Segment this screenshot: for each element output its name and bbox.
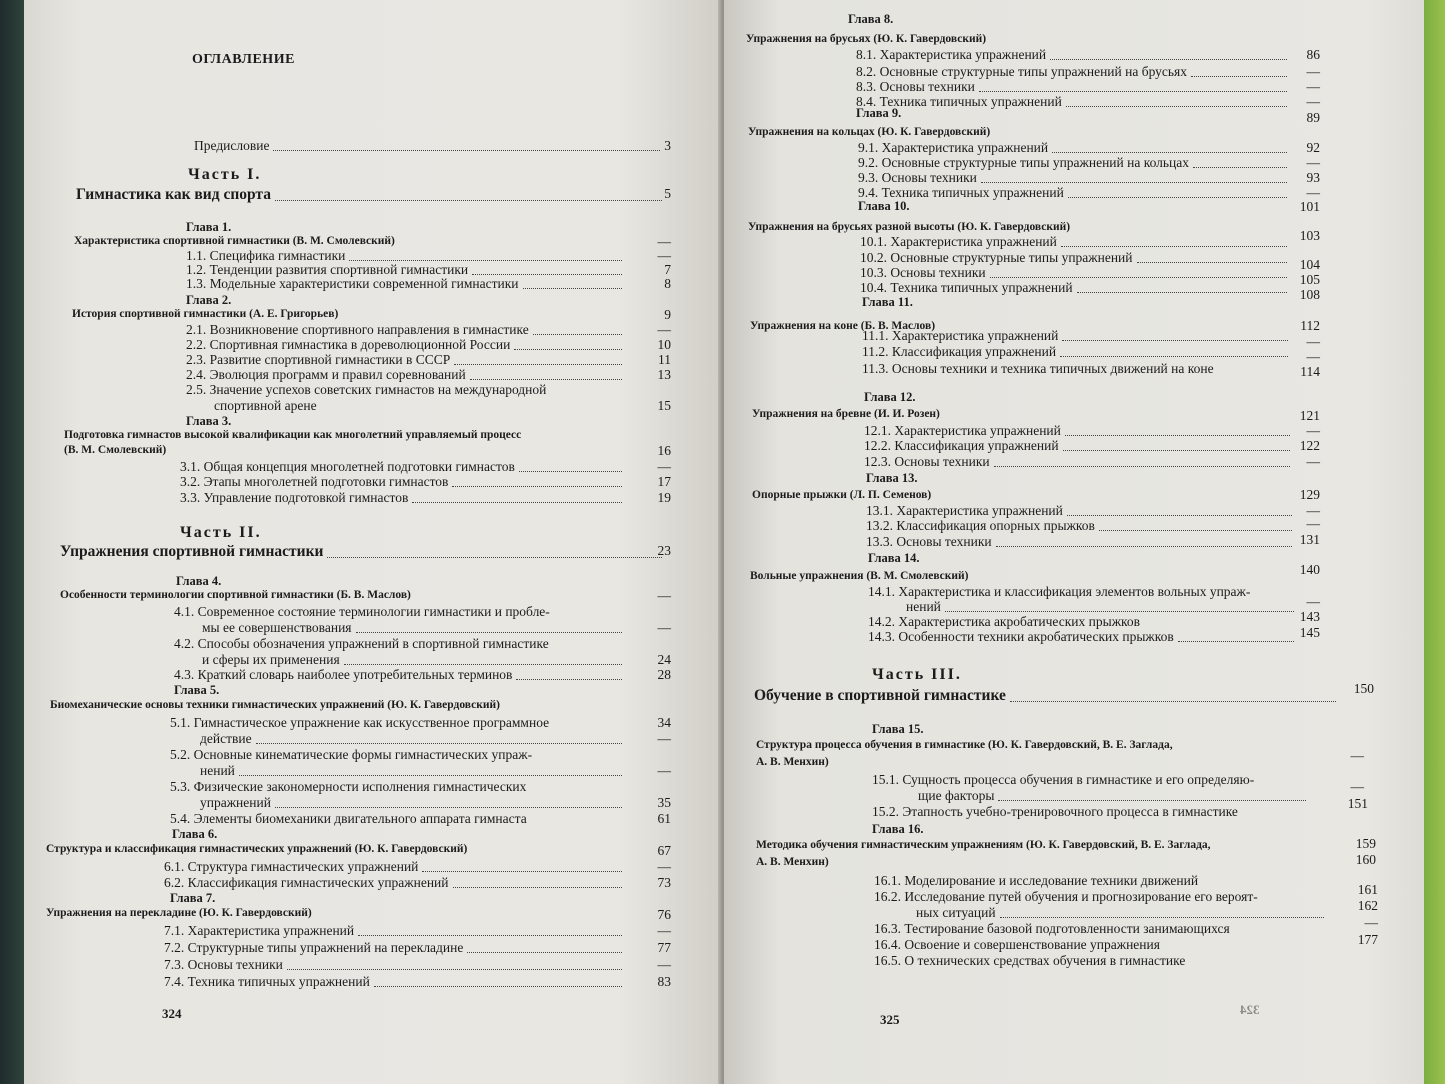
toc-item: 13.2. Классификация опорных прыжков (866, 518, 1296, 534)
part-3-page: 150 (1353, 681, 1374, 696)
chapter-13-title: Опорные прыжки (Л. П. Семенов) (752, 489, 932, 501)
toc-item-page: 161 (1357, 882, 1378, 897)
toc-item-page: 73 (657, 875, 671, 890)
toc-item-page: 10 (657, 337, 671, 352)
toc-item-page: 35 (657, 795, 671, 810)
toc-item-page: 162 (1357, 898, 1378, 913)
preface-entry: Предисловие (194, 138, 664, 154)
toc-item-page: 13 (657, 367, 671, 382)
toc-item-page: 83 (657, 974, 671, 989)
chapter-12-label: Глава 12. (864, 390, 916, 404)
chapter-1-title: Характеристика спортивной гимнастики (В. М. Смолевский) (74, 235, 395, 247)
toc-item-page: 177 (1357, 932, 1378, 947)
toc-item-page: — (657, 731, 671, 746)
toc-item-page: 28 (657, 667, 671, 682)
toc-item: 16.1. Моделирование и исследование техники движений (874, 873, 1199, 888)
chapter-16-title-cont: А. В. Менхин) (756, 856, 829, 868)
toc-item-page: 131 (1299, 532, 1320, 547)
toc-item: 13.3. Основы техники (866, 534, 1296, 550)
toc-item-page: 93 (1306, 170, 1320, 185)
chapter-10-label: Глава 10. (858, 199, 910, 213)
toc-item: 6.2. Классификация гимнастических упражнений (164, 875, 626, 891)
toc-item: 2.5. Значение успехов советских гимнастов на международной (186, 382, 547, 397)
toc-item: 1.2. Тенденции развития спортивной гимнастики (186, 262, 626, 278)
part-1-page: 5 (664, 186, 671, 201)
chapter-12-page: 121 (1299, 408, 1320, 423)
toc-item-cont: упражнений (200, 795, 626, 811)
toc-item: 7.3. Основы техники (164, 957, 626, 973)
chapter-14-title: Вольные упражнения (В. М. Смолевский) (750, 570, 969, 582)
toc-item: 2.1. Возникновение спортивного направления в гимнастике (186, 322, 626, 338)
right-page (724, 0, 1424, 1084)
toc-item: 10.2. Основные структурные типы упражнений (860, 250, 1291, 266)
toc-item: 16.3. Тестирование базовой подготовленности занимающихся (874, 921, 1230, 936)
toc-item-page: — (1306, 64, 1320, 79)
toc-item-page: — (657, 859, 671, 874)
toc-item: 14.2. Характеристика акробатических прыжков (868, 614, 1141, 629)
toc-item: 12.3. Основы техники (864, 454, 1294, 470)
chapter-6-title: Структура и классификация гимнастических упражнений (Ю. К. Гавердовский) (46, 843, 468, 855)
chapter-16-title: Методика обучения гимнастическим упражнениям (Ю. К. Гавердовский, В. Е. Заглада, (756, 839, 1211, 851)
chapter-9-label: Глава 9. (856, 106, 902, 120)
toc-item-page: — (657, 957, 671, 972)
toc-item-page: 24 (657, 652, 671, 667)
toc-item-page: 151 (1347, 796, 1368, 811)
toc-item: 15.2. Этапность учебно-тренировочного процесса в гимнастике (872, 804, 1238, 819)
toc-item: 13.1. Характеристика упражнений (866, 503, 1296, 519)
chapter-3-title: Подготовка гимнастов высокой квалификации как многолетний управляемый процесс (64, 429, 522, 441)
toc-item-page: — (1350, 779, 1364, 794)
chapter-15-page: — (1350, 748, 1364, 763)
chapter-12-title: Упражнения на бревне (И. И. Розен) (752, 408, 940, 420)
chapter-16-page-2: 160 (1355, 852, 1376, 867)
toc-item-page: — (1306, 79, 1320, 94)
toc-item: 5.4. Элементы биомеханики двигательного аппарата гимнаста (170, 811, 527, 826)
preface-page: 3 (664, 138, 671, 153)
bleed-through-page-number: 324 (1240, 1002, 1260, 1017)
toc-item-page: — (657, 248, 671, 263)
chapter-7-title: Упражнения на перекладине (Ю. К. Гавердовский) (46, 907, 312, 919)
toc-item-cont: мы ее совершенствования (202, 620, 626, 636)
toc-item: 9.2. Основные структурные типы упражнений на кольцах (858, 155, 1291, 171)
toc-item: 10.1. Характеристика упражнений (860, 234, 1291, 250)
toc-item-page: 114 (1300, 364, 1320, 379)
toc-item: 7.4. Техника типичных упражнений (164, 974, 626, 990)
part-3-label: Часть III. (872, 666, 962, 683)
chapter-2-label: Глава 2. (186, 293, 232, 307)
toc-heading: ОГЛАВЛЕНИЕ (192, 52, 295, 67)
part-2-title: Упражнения спортивной гимнастики (60, 543, 666, 561)
chapter-3-label: Глава 3. (186, 414, 232, 428)
toc-item: 2.3. Развитие спортивной гимнастики в СССР (186, 352, 626, 368)
toc-item-page: — (657, 322, 671, 337)
chapter-13-label: Глава 13. (866, 471, 918, 485)
toc-item-page: 17 (657, 474, 671, 489)
chapter-3-page: 16 (657, 443, 671, 458)
toc-item-page: — (1306, 423, 1320, 438)
chapter-5-title: Биомеханические основы техники гимнастических упражнений (Ю. К. Гавердовский) (50, 699, 500, 711)
toc-item: 8.1. Характеристика упражнений (856, 47, 1291, 63)
toc-item-cont: спортивной арене (214, 398, 317, 413)
chapter-5-label: Глава 5. (174, 683, 220, 697)
chapter-3-title-cont: (В. М. Смолевский) (64, 444, 167, 456)
toc-item: 8.3. Основы техники (856, 79, 1291, 95)
part-2-label: Часть II. (180, 524, 262, 541)
part-3-title: Обучение в спортивной гимнастике (754, 687, 1340, 705)
toc-item: 5.3. Физические закономерности исполнения гимнастических (170, 779, 527, 794)
toc-item: 11.1. Характеристика упражнений (862, 328, 1292, 344)
chapter-14-page: 140 (1299, 562, 1320, 577)
toc-item-page: 105 (1299, 272, 1320, 287)
toc-item: 14.3. Особенности техники акробатических прыжков (868, 629, 1298, 645)
toc-item: 1.3. Модельные характеристики современной гимнастики (186, 276, 626, 292)
chapter-9-end-page: 101 (1299, 199, 1320, 214)
toc-item-page: — (1306, 94, 1320, 109)
chapter-4-title: Особенности терминологии спортивной гимнастики (Б. В. Маслов) (60, 589, 411, 601)
chapter-8-end-page: 89 (1306, 110, 1320, 125)
chapter-6-page: 67 (657, 843, 671, 858)
toc-item-page: — (657, 459, 671, 474)
toc-item-page: 61 (657, 811, 671, 826)
toc-item: 9.4. Техника типичных упражнений (858, 185, 1291, 201)
toc-item-page: 77 (657, 940, 671, 955)
chapter-10-title: Упражнения на брусьях разной высоты (Ю. К. Гавердовский) (748, 221, 1071, 233)
part-2-page: 23 (657, 543, 671, 558)
chapter-2-title: История спортивной гимнастики (А. Е. Григорьев) (72, 308, 339, 320)
toc-item: 5.2. Основные кинематические формы гимнастических упраж- (170, 747, 533, 762)
toc-item: 15.1. Сущность процесса обучения в гимнастике и его определяю- (872, 772, 1255, 787)
chapter-14-label: Глава 14. (868, 551, 920, 565)
chapter-11-label: Глава 11. (862, 295, 913, 309)
toc-item-page: 15 (657, 398, 671, 413)
toc-item: 16.5. О технических средствах обучения в гимнастике (874, 953, 1186, 968)
chapter-16-label: Глава 16. (872, 822, 924, 836)
chapter-1-label: Глава 1. (186, 220, 232, 234)
toc-item-page: 104 (1299, 257, 1320, 272)
toc-item-page: — (657, 763, 671, 778)
chapter-16-page: 159 (1355, 836, 1376, 851)
toc-item: 3.1. Общая концепция многолетней подготовки гимнастов (180, 459, 626, 475)
toc-item-page: 86 (1306, 47, 1320, 62)
toc-item-page: — (657, 620, 671, 635)
toc-item: 4.1. Современное состояние терминологии гимнастики и пробле- (174, 604, 550, 619)
toc-item-page: — (1306, 349, 1320, 364)
toc-item-page: 7 (664, 262, 671, 277)
toc-item-page: 143 (1299, 609, 1320, 624)
toc-item: 8.2. Основные структурные типы упражнений на брусьях (856, 64, 1291, 80)
toc-item-cont: ных ситуаций (916, 905, 1328, 921)
toc-item: 16.2. Исследование путей обучения и прогнозирование его вероят- (874, 889, 1258, 904)
toc-item-page: 103 (1299, 228, 1320, 243)
toc-item: 3.2. Этапы многолетней подготовки гимнастов (180, 474, 626, 490)
toc-item-page: — (1306, 594, 1320, 609)
chapter-6-label: Глава 6. (172, 827, 218, 841)
toc-item: 2.4. Эволюция программ и правил соревнований (186, 367, 626, 383)
left-page (24, 0, 724, 1084)
toc-item-page: 122 (1299, 438, 1320, 453)
toc-item: 4.2. Способы обозначения упражнений в спортивной гимнастике (174, 636, 549, 651)
toc-item-page: 8 (664, 276, 671, 291)
toc-item: 7.1. Характеристика упражнений (164, 923, 626, 939)
toc-item-page: 34 (657, 715, 671, 730)
toc-item-page: 11 (658, 352, 671, 367)
toc-item: 11.3. Основы техники и техника типичных движений на коне (862, 361, 1214, 376)
toc-item: 9.3. Основы техники (858, 170, 1291, 186)
chapter-11-title: Упражнения на коне (Б. В. Маслов) (750, 320, 936, 332)
toc-item-cont: нений (200, 763, 626, 779)
chapter-1-page: — (657, 234, 671, 249)
chapter-15-label: Глава 15. (872, 722, 924, 736)
toc-item-cont: и сферы их применения (202, 652, 626, 668)
toc-item-page: 145 (1299, 625, 1320, 640)
page-number-right: 325 (880, 1012, 900, 1027)
toc-item: 12.1. Характеристика упражнений (864, 423, 1294, 439)
part-1-title: Гимнастика как вид спорта (76, 186, 666, 204)
chapter-13-page: 129 (1299, 487, 1320, 502)
chapter-11-page: 112 (1300, 318, 1320, 333)
chapter-4-page: — (657, 588, 671, 603)
toc-item: 12.2. Классификация упражнений (864, 438, 1294, 454)
toc-item: 2.2. Спортивная гимнастика в дореволюционной России (186, 337, 626, 353)
toc-item-page: — (1364, 915, 1378, 930)
toc-item: 6.1. Структура гимнастических упражнений (164, 859, 626, 875)
toc-item: 8.4. Техника типичных упражнений (856, 94, 1291, 110)
chapter-7-page: 76 (657, 907, 671, 922)
toc-item: 14.1. Характеристика и классификация элементов вольных упраж- (868, 584, 1251, 599)
chapter-15-title-cont: А. В. Менхин) (756, 756, 829, 768)
toc-item-page: 108 (1299, 287, 1320, 302)
chapter-9-title: Упражнения на кольцах (Ю. К. Гавердовский) (748, 126, 991, 138)
toc-item: 10.3. Основы техники (860, 265, 1291, 281)
toc-item: 11.2. Классификация упражнений (862, 344, 1292, 360)
toc-item: 5.1. Гимнастическое упражнение как искусственное программное (170, 715, 550, 730)
chapter-8-title: Упражнения на брусьях (Ю. К. Гавердовский) (746, 33, 987, 45)
chapter-2-page: 9 (664, 307, 671, 322)
toc-item: 10.4. Техника типичных упражнений (860, 280, 1291, 296)
toc-item-cont: действие (200, 731, 626, 747)
chapter-15-title: Структура процесса обучения в гимнастике (Ю. К. Гавердовский, В. Е. Заглада, (756, 739, 1173, 751)
chapter-4-label: Глава 4. (176, 574, 222, 588)
part-1-label: Часть I. (188, 166, 262, 183)
toc-item-page: — (1306, 516, 1320, 531)
toc-item-page: 19 (657, 490, 671, 505)
toc-item: 16.4. Освоение и совершенствование упражнения (874, 937, 1160, 952)
toc-item-page: — (1306, 503, 1320, 518)
toc-item-cont: щие факторы (918, 788, 1310, 804)
toc-item: 3.3. Управление подготовкой гимнастов (180, 490, 626, 506)
chapter-7-label: Глава 7. (170, 891, 216, 905)
toc-item-page: — (1306, 334, 1320, 349)
page-number-left: 324 (162, 1006, 182, 1021)
toc-item-cont: нений (906, 599, 1298, 615)
toc-item: 7.2. Структурные типы упражнений на перекладине (164, 940, 626, 956)
toc-item: 9.1. Характеристика упражнений (858, 140, 1291, 156)
chapter-8-label: Глава 8. (848, 12, 894, 26)
toc-item-page: — (1306, 185, 1320, 200)
toc-item-page: — (1306, 454, 1320, 469)
toc-item-page: 92 (1306, 140, 1320, 155)
toc-item-page: — (1306, 155, 1320, 170)
toc-item-page: — (657, 923, 671, 938)
toc-item: 1.1. Специфика гимнастики (186, 248, 626, 264)
toc-item: 4.3. Краткий словарь наиболее употребительных терминов (174, 667, 626, 683)
